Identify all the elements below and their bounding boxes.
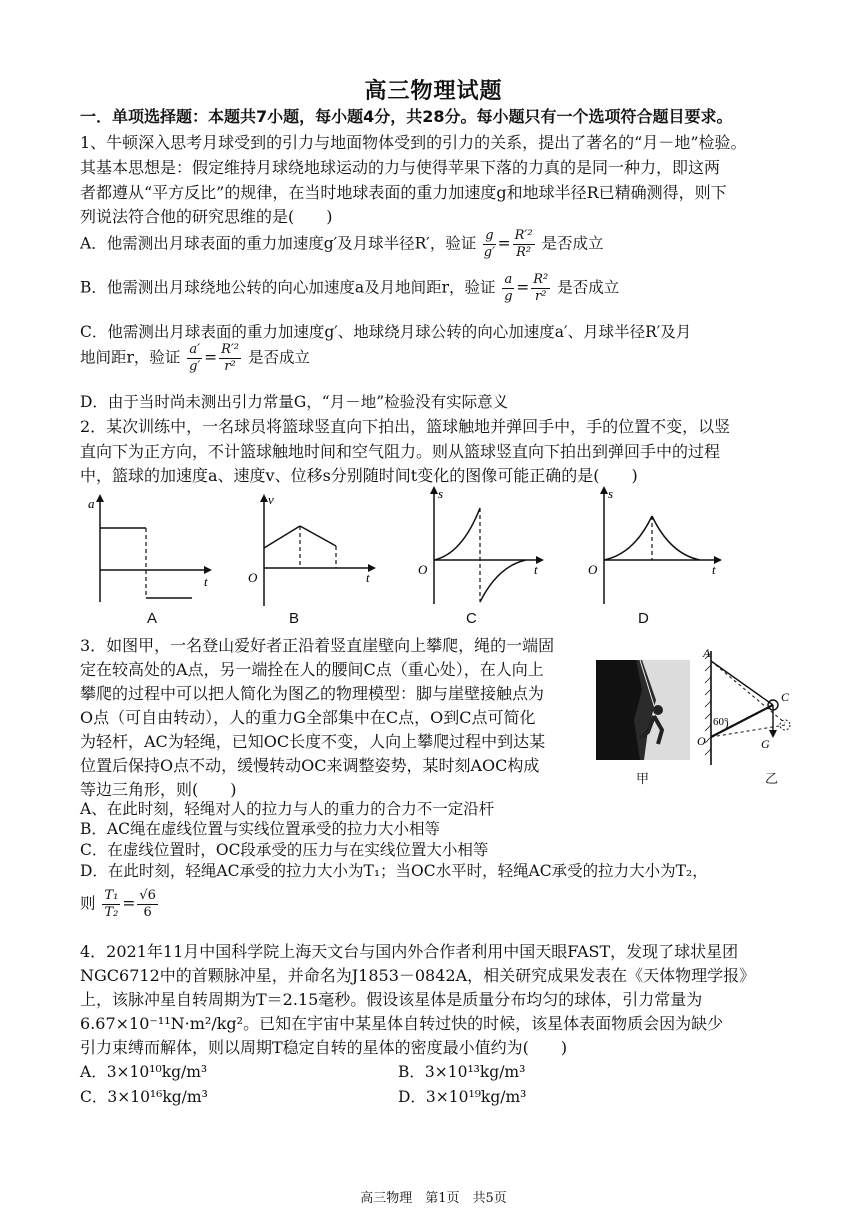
graph-c-curve-return bbox=[480, 560, 526, 602]
label-o: O bbox=[697, 734, 706, 748]
graph-c-origin: O bbox=[418, 562, 428, 577]
q3-line-2: 定在较高处的A点，另一端拴在人的腰间C点（重心处），在人向上 bbox=[80, 660, 544, 679]
q4-line-4: 6.67×10⁻¹¹N·m²/kg²。已知在宇宙中某星体自转过快的时候，该星体表面物质会因为缺少 bbox=[80, 1014, 724, 1033]
q4-option-b: B．3×10¹³kg/m³ bbox=[398, 1063, 526, 1081]
graph-c-y-arrow bbox=[430, 486, 438, 494]
q3-line-4: O点（可自由转动），人的重力G全部集中在C点，O到C点可简化 bbox=[80, 708, 536, 727]
q2-graph-a-label: A bbox=[147, 610, 158, 627]
q1-line-2: 其基本思想是：假定维持月球绕地球运动的力与使得苹果下落的力真的是同一种力，即这两 bbox=[80, 158, 721, 177]
q3-line-1: 3．如图甲，一名登山爱好者正沿着竖直崖壁向上攀爬，绳的一端固 bbox=[80, 636, 555, 655]
graph-b-falling-line bbox=[300, 526, 336, 546]
q2-graph-a bbox=[86, 490, 226, 610]
graph-d-curve-down bbox=[652, 516, 700, 560]
q4-line-5: 引力束缚而解体，则以周期T稳定自转的星体的密度最小值约为( ) bbox=[80, 1038, 568, 1057]
climber-photo bbox=[596, 660, 690, 760]
q3-option-a: A、在此时刻，轻绳对人的拉力与人的重力的合力不一定沿杆 bbox=[80, 800, 495, 818]
q1-option-c-line-2: 地间距r，验证 $\frac{a'}{g'}$ = $\frac{\text{R′²}}{\text{r²}}$ 是否成立 bbox=[80, 342, 310, 374]
q3-line-5: 为轻杆，AC为轻绳，已知OC长度不变，人向上攀爬过程中到达某 bbox=[80, 732, 546, 751]
q2-graph-d bbox=[584, 482, 730, 610]
rope-ac-dashed bbox=[711, 661, 785, 723]
q1-option-b: B．他需测出月球绕地公转的向心加速度a及月地间距r，验证 $\frac{a}{g}$ = $\frac{\text{R²}}{\text{r²}}$ 是否成立 bbox=[80, 272, 620, 304]
graph-b-origin: O bbox=[248, 570, 258, 585]
q2-graph-b bbox=[244, 490, 384, 610]
q3-line-6: 位置后保持O点不动，缓慢转动OC来调整姿势，某时刻AOC构成 bbox=[80, 756, 540, 775]
graph-d-axis-label: s bbox=[608, 486, 614, 501]
q3-option-d: D．在此时刻，轻绳AC承受的拉力大小为T₁；当OC水平时，轻绳AC承受的拉力大小为T₂， bbox=[80, 862, 708, 880]
graph-c-axis-label: s bbox=[438, 486, 444, 501]
q2-graph-c-label: C bbox=[466, 610, 477, 627]
label-c: C bbox=[781, 690, 790, 704]
q2-graph-b-label: B bbox=[289, 610, 300, 627]
graph-b-t-label: t bbox=[366, 570, 370, 585]
q2-line-1: 2．某次训练中，一名球员将篮球竖直向下拍出，篮球触地并弹回手中，手的位置不变，以竖 bbox=[80, 417, 731, 436]
model-diagram bbox=[695, 645, 805, 775]
q3-line-3: 攀爬的过程中可以把人简化为图乙的物理模型：脚与崖壁接触点为 bbox=[80, 684, 545, 703]
rope-ac-solid bbox=[711, 661, 773, 705]
graph-c-curve-up bbox=[434, 508, 480, 560]
wall-hatching bbox=[705, 653, 711, 755]
figure-yi-label: 乙 bbox=[765, 771, 779, 786]
label-g: G bbox=[761, 737, 770, 751]
q3-line-7: 等边三角形，则( ) bbox=[80, 780, 237, 799]
q3-option-d-ratio: 则 $\frac{\text{T₁}}{\text{T₂}}$ = $\frac{√6}{6}$ bbox=[80, 888, 156, 920]
q2-graph-d-label: D bbox=[638, 610, 649, 627]
section-heading: 一．单项选择题：本题共7小题，每小题4分，共28分。每小题只有一个选项符合题目要求。 bbox=[80, 107, 733, 126]
q4-line-2: NGC6712中的首颗脉冲星，并命名为J1853－0842A，相关研究成果发表在《天体物理学报》 bbox=[80, 966, 756, 985]
gravity-arrow-head bbox=[769, 730, 777, 738]
q4-option-d: D．3×10¹⁹kg/m³ bbox=[398, 1088, 527, 1106]
graph-b-axis-label: v bbox=[268, 492, 274, 507]
figure-jia-label: 甲 bbox=[636, 771, 650, 786]
graph-d-origin: O bbox=[588, 562, 598, 577]
page-footer: 高三物理 第1页 共5页 bbox=[360, 1191, 507, 1206]
q3-option-b: B．AC绳在虚线位置与实线位置承受的拉力大小相等 bbox=[80, 820, 440, 838]
q1-line-1: 1、牛顿深入思考月球受到的引力与地面物体受到的引力的关系，提出了著名的“月－地”检验。 bbox=[80, 133, 747, 152]
q4-line-3: 上，该脉冲星自转周期为T＝2.15毫秒。假设该星体是质量分布均匀的球体，引力常量为 bbox=[80, 990, 703, 1009]
graph-b-rising-line bbox=[264, 526, 300, 548]
graph-a-axis-label: a bbox=[88, 496, 95, 511]
label-angle: 60° bbox=[713, 716, 729, 728]
cliff-face bbox=[596, 660, 642, 760]
label-a: A bbox=[703, 646, 711, 660]
q2-graph-c bbox=[414, 482, 554, 610]
graph-d-y-arrow bbox=[600, 486, 608, 494]
q2-line-2: 直向下为正方向，不计篮球触地时间和空气阻力。则从篮球竖直向下拍出到弹回手中的过程 bbox=[80, 442, 721, 461]
q1-option-d: D．由于当时尚未测出引力常量G，“月－地”检验没有实际意义 bbox=[80, 393, 509, 411]
q4-line-1: 4．2021年11月中国科学院上海天文台与国内外合作者利用中国天眼FAST，发现了球状星团 bbox=[80, 942, 739, 961]
graph-d-t-label: t bbox=[712, 562, 716, 577]
graph-a-t-label: t bbox=[204, 574, 208, 589]
graph-d-curve-up bbox=[604, 516, 652, 560]
page-title: 高三物理试题 bbox=[364, 79, 503, 104]
q4-option-c: C．3×10¹⁶kg/m³ bbox=[80, 1088, 208, 1106]
q4-option-a: A．3×10¹⁰kg/m³ bbox=[80, 1063, 208, 1081]
graph-a-y-arrow bbox=[96, 494, 104, 502]
climber-head bbox=[653, 705, 663, 715]
q3-option-c: C．在虚线位置时，OC段承受的压力与在实线位置大小相等 bbox=[80, 841, 489, 859]
q1-line-3: 者都遵从“平方反比”的规律，在当时地球表面的重力加速度g和地球半径R已精确测得，则下 bbox=[80, 183, 727, 202]
graph-a-t-arrow bbox=[204, 566, 212, 574]
q1-option-c-line-1: C．他需测出月球表面的重力加速度g′、地球绕月球公转的向心加速度a′、月球半径R′及月 bbox=[80, 323, 692, 341]
q1-line-4: 列说法符合他的研究思维的是( ) bbox=[80, 207, 333, 226]
q1-option-a: A．他需测出月球表面的重力加速度g′及月球半径R′，验证 $\frac{g}{g'}$ = $\frac{\text{R′²}}{\text{R²}}$ 是否成立 bbox=[80, 228, 604, 260]
q2-line-3: 中，篮球的加速度a、速度v、位移s分别随时间t变化的图像可能正确的是( ) bbox=[80, 466, 638, 485]
graph-c-t-label: t bbox=[534, 562, 538, 577]
graph-b-y-arrow bbox=[260, 494, 268, 502]
